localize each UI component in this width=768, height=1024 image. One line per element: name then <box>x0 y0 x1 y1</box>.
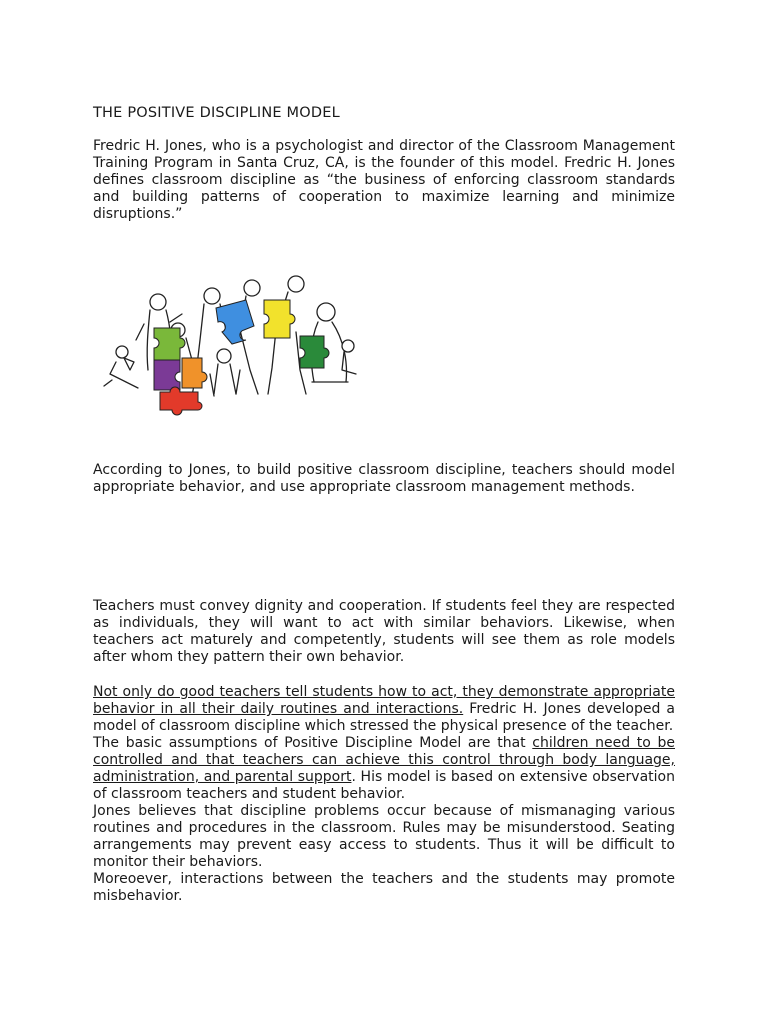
underlined-text: Not only do good teachers tell students how to act, they demonstrate appropriate behavior in all their daily routines and interactions. <box>93 684 675 717</box>
paragraph-assumptions <box>93 684 675 905</box>
paragraph-intro: Fredric H. Jones, who is a psychologist and director of the Classroom Management Training Program in Santa Cruz, CA, is the founder of this model. Fredric H. Jones defines classroom discipline as “the business of enforcing classroom standards and building patterns of cooperation to maximize learning and minimize disruptions.” <box>93 138 675 222</box>
body-text: Moreoever, interactions between the teachers and the students may promote misbehavior. <box>93 871 675 904</box>
body-text: Fredric H. Jones developed a model of classroom discipline which stressed the physical presence of the teacher. <box>93 701 676 734</box>
paragraph-build-discipline: According to Jones, to build positive classroom discipline, teachers should model appropriate behavior, and use appropriate classroom management methods. <box>93 462 675 495</box>
underlined-text: children need to be controlled and that teachers can achieve this control through body language, administration, and parental support <box>93 735 675 785</box>
document-title: THE POSITIVE DISCIPLINE MODEL <box>93 105 340 121</box>
body-text: The basic assumptions of Positive Discipline Model are that <box>93 735 533 751</box>
paragraph-dignity: Teachers must convey dignity and cooperation. If students feel they are respected as individuals, they will want to act with similar behaviors. Likewise, when teachers act maturely and competently, students will see them as role models after whom they pattern their own behavior. <box>93 598 675 665</box>
body-text: Jones believes that discipline problems occur because of mismanaging various routines and procedures in the classroom. Rules may be misunderstood. Seating arrangements may prevent easy access to students. Thus it will be difficult to monitor their behaviors. <box>93 803 675 870</box>
people-puzzle-illustration <box>100 270 370 420</box>
body-text: . His model is based on extensive observation of classroom teachers and student behavior. <box>93 769 675 802</box>
